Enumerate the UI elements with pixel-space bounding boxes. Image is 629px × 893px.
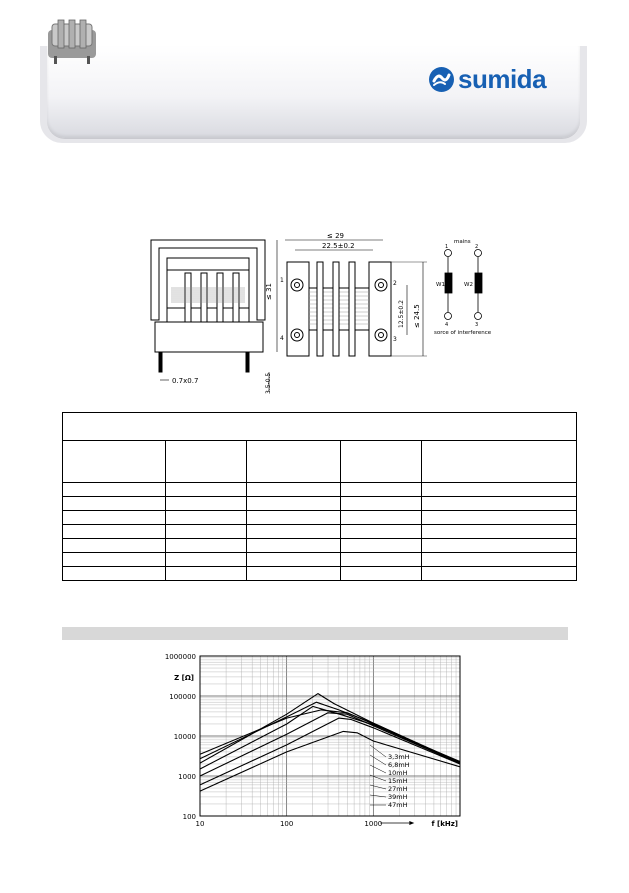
x-axis-arrowhead xyxy=(409,821,414,825)
schematic-n4: 4 xyxy=(445,322,449,328)
table-row xyxy=(63,539,577,553)
legend-label: 3,3mH xyxy=(388,753,410,761)
front-view xyxy=(285,240,427,356)
section-header-bar xyxy=(62,627,568,640)
table-header-cell xyxy=(247,441,341,483)
x-tick-label: 10 xyxy=(195,820,205,828)
y-tick-label: 1000 xyxy=(178,773,196,781)
legend-leader xyxy=(370,755,386,765)
legend-label: 39mH xyxy=(388,793,408,801)
x-axis-label: f [kHz] xyxy=(431,820,458,828)
legend-label: 6,8mH xyxy=(388,761,410,769)
brand-logo xyxy=(428,63,546,95)
schematic-top-label: mains xyxy=(454,239,471,245)
schematic-n2: 2 xyxy=(475,244,479,250)
product-thumbnail-icon xyxy=(42,16,108,66)
y-tick-label: 100000 xyxy=(169,693,196,701)
dim-height-right: ≤ 24.5 xyxy=(413,304,421,328)
table-row xyxy=(63,497,577,511)
x-tick-label: 100 xyxy=(279,820,294,828)
side-view xyxy=(151,240,277,392)
legend-label: 15mH xyxy=(388,777,408,785)
y-axis-label: Z [Ω] xyxy=(174,674,194,682)
impedance-chart xyxy=(160,648,480,830)
schematic-w1: W1 xyxy=(436,282,445,288)
dimension-drawing xyxy=(145,228,500,396)
table-row xyxy=(63,511,577,525)
table-title-cell xyxy=(63,413,577,441)
x-tick-label: 1000 xyxy=(364,820,383,828)
pin-label-4: 4 xyxy=(280,335,284,342)
series-line xyxy=(200,710,460,764)
pin-label-3: 3 xyxy=(393,336,397,343)
table-row xyxy=(63,525,577,539)
table-header-cell xyxy=(63,441,166,483)
schematic-bottom-label: sorce of interference xyxy=(434,330,492,336)
schematic-w2: W2 xyxy=(464,282,473,288)
specification-table xyxy=(62,412,577,581)
series-line xyxy=(200,718,460,785)
dim-standoff: 3.5-0.5 xyxy=(265,372,272,394)
table-row xyxy=(63,567,577,581)
legend-label: 47mH xyxy=(388,801,408,809)
y-tick-label: 100 xyxy=(182,813,196,821)
legend-label: 27mH xyxy=(388,785,408,793)
series-line xyxy=(200,694,460,764)
dim-height-max: ≤ 31 xyxy=(265,283,273,300)
schematic-n1: 1 xyxy=(445,244,449,250)
table-header-cell xyxy=(166,441,247,483)
dim-pin: 0.7x0.7 xyxy=(172,377,199,385)
legend-leader xyxy=(370,785,386,789)
legend-leader xyxy=(370,745,386,757)
legend-label: 10mH xyxy=(388,769,408,777)
y-tick-label: 10000 xyxy=(173,733,196,741)
pin-label-1: 1 xyxy=(280,277,284,284)
brand-logo-text: sumida xyxy=(458,63,547,94)
table-row xyxy=(63,483,577,497)
table-header-row xyxy=(63,441,577,483)
y-tick-label: 1000000 xyxy=(164,653,196,661)
schematic-n3: 3 xyxy=(475,322,479,328)
legend-leader xyxy=(370,795,386,797)
table-title-row xyxy=(63,413,577,441)
table-header-cell xyxy=(341,441,422,483)
dim-pitch: 22.5±0.2 xyxy=(322,242,355,250)
legend-leader xyxy=(370,765,386,773)
table-header-cell xyxy=(422,441,577,483)
dim-width-max: ≤ 29 xyxy=(327,232,344,240)
pin-label-2: 2 xyxy=(393,280,397,287)
dim-row-pitch: 12.5±0.2 xyxy=(398,300,405,328)
table-row xyxy=(63,553,577,567)
sumida-logo-icon xyxy=(428,66,455,93)
